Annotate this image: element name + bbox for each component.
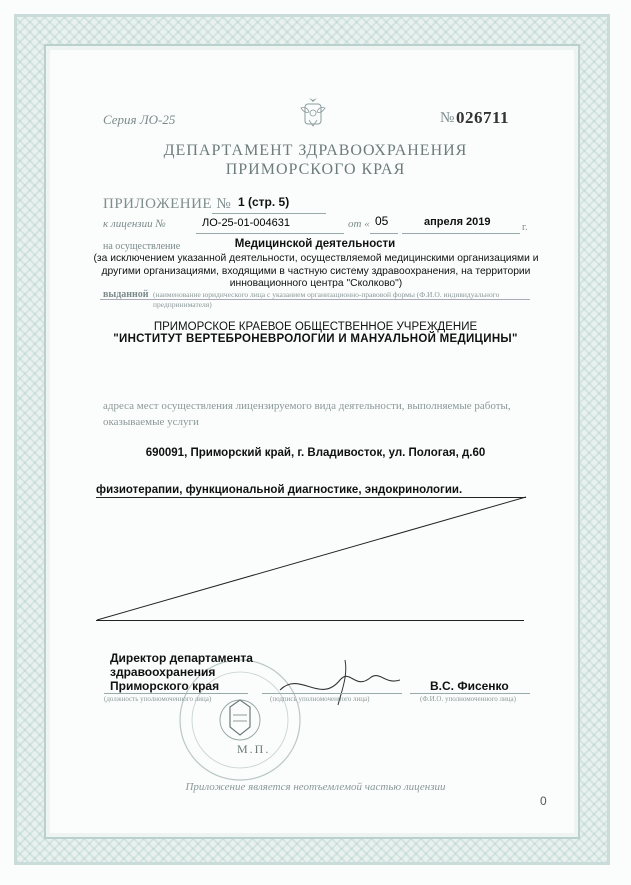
signatory-title-line2: здравоохранения xyxy=(110,665,216,679)
department-title-line2: ПРИМОРСКОГО КРАЯ xyxy=(225,161,406,178)
license-month-year: апреля 2019 xyxy=(424,216,491,228)
issued-hint: (наименование юридического лица с указанием организационно-правовой формы (Ф.И.О. индивидуального предпринимателя) xyxy=(153,290,500,309)
signatory-title-line3: Приморского края xyxy=(110,679,220,693)
license-label: к лицензии № xyxy=(103,218,166,230)
organization-line2: "ИНСТИТУТ ВЕРТЕБРОНЕВРОЛОГИИ И МАНУАЛЬНОЙ МЕДИЦИНЫ" xyxy=(113,333,518,345)
seal-label: М.П. xyxy=(237,742,271,756)
signature-underline xyxy=(262,693,402,694)
footer-note: Приложение является неотъемлемой частью лицензии xyxy=(185,781,446,793)
signatory-name: В.С. Фисенко xyxy=(430,679,509,693)
series-label: Серия ЛО-25 xyxy=(103,112,176,127)
signatory-title-line1: Директор департамента xyxy=(110,651,253,665)
places-label: адреса мест осуществления лицензируемого вида деятельности, выполняемые работы, оказываемые услуги xyxy=(103,400,511,428)
handwritten-signature-icon xyxy=(260,650,420,720)
activity-exclusion: (за исключением указанной деятельности, осуществляемой медицинскими организациями и другими организациями, входящими в частную систему здравоохранения, на территории инновационного центра "Сколково") xyxy=(93,253,539,289)
activity-name: Медицинской деятельности xyxy=(234,238,396,250)
address: 690091, Приморский край, г. Владивосток, ул. Пологая, д.60 xyxy=(145,447,486,459)
department-title-line1: ДЕПАРТАМЕНТ ЗДРАВООХРАНЕНИЯ xyxy=(163,142,468,159)
works-list: физиотерапии, функциональной диагностике, эндокринологии. xyxy=(96,484,463,496)
name-underline xyxy=(410,693,530,694)
appendix-value: 1 (стр. 5) xyxy=(238,195,290,209)
license-number: ЛО-25-01-004631 xyxy=(202,217,290,229)
appendix-label: ПРИЛОЖЕНИЕ № xyxy=(103,196,232,212)
document-number: 026711 xyxy=(456,108,510,127)
license-day: 05 xyxy=(375,214,389,228)
year-suffix: г. xyxy=(522,222,528,233)
signature-hint: (подпись уполномоченного лица) xyxy=(270,695,370,703)
position-underline xyxy=(104,693,248,694)
corner-mark: 0 xyxy=(540,794,547,808)
organization-line1: ПРИМОРСКОЕ КРАЕВОЕ ОБЩЕСТВЕННОЕ УЧРЕЖДЕНИЕ xyxy=(153,321,478,333)
number-label: № xyxy=(440,110,455,126)
activity-label: на осуществление xyxy=(103,241,181,252)
cancel-bottom-line xyxy=(96,620,524,621)
position-hint: (должность уполномоченного лица) xyxy=(104,695,212,703)
signatory-title xyxy=(110,651,253,693)
name-hint: (Ф.И.О. уполномоченного лица) xyxy=(420,695,516,703)
from-label: от « xyxy=(348,218,370,230)
issued-label: выданной xyxy=(103,289,149,300)
